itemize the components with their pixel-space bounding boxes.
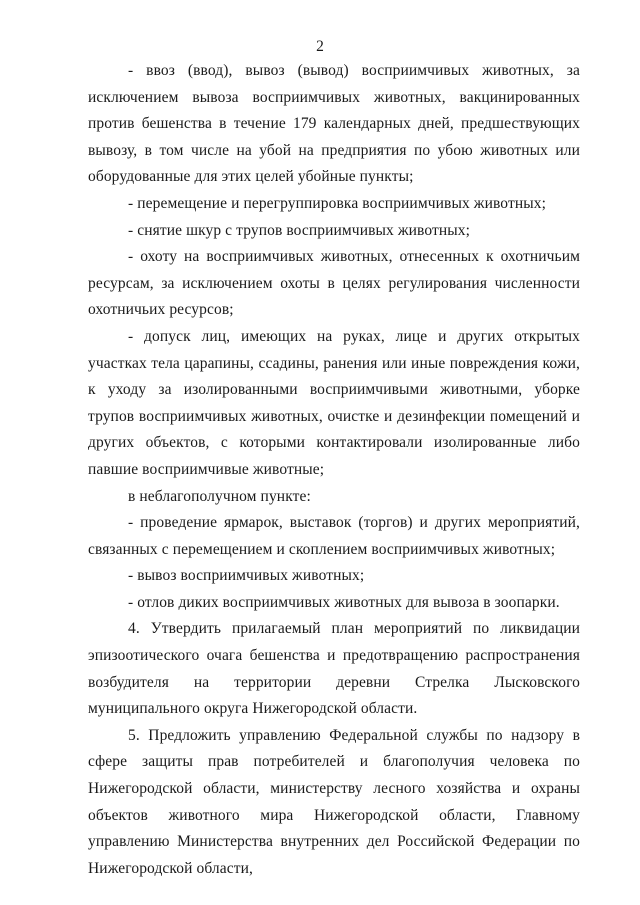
paragraph-relocation-ban: - перемещение и перегруппировка восприимчивых животных; — [128, 194, 546, 212]
paragraph-item-5: 5. Предложить управлению Федеральной службы по надзору в сфере защиты прав потребителей и благополучия человека по Нижегородской области, министерству лесного хозяйства и охраны объектов животного мира Нижегородской области, Главному управлению Министерства внутренних дел Российской Федерации по Нижегородской области, — [88, 726, 580, 877]
paragraph-item-4: 4. Утвердить прилагаемый план мероприятий по ликвидации эпизоотического очага бешенства и предотвращению распространения возбудителя на территории деревни Стрелка Лысковского муниципального округа Нижегородской области. — [88, 620, 580, 718]
paragraph-hunting-ban: - охоту на восприимчивых животных, отнесенных к охотничьим ресурсам, за исключением охоты в целях регулирования численности охотничьих ресурсов; — [88, 248, 580, 319]
paragraph-export-ban: - вывоз восприимчивых животных; — [128, 567, 365, 585]
paragraph-skinning-ban: - снятие шкур с трупов восприимчивых животных; — [128, 221, 471, 239]
paragraph-unfavorable-point-heading: в неблагополучном пункте: — [128, 487, 311, 505]
paragraph-wild-animals-ban: - отлов диких восприимчивых животных для вывоза в зоопарки. — [128, 593, 560, 611]
paragraph-fairs-ban: - проведение ярмарок, выставок (торгов) и других мероприятий, связанных с перемещением и скоплением восприимчивых животных; — [88, 514, 580, 558]
paragraph-injured-persons-ban: - допуск лиц, имеющих на руках, лице и других открытых участках тела царапины, ссадины, ранения или иные повреждения кожи, к уходу за изолированными восприимчивыми животными, уборке трупов восприимчивых животных, очистке и дезинфекции помещений и других объектов, с которыми контактировали изолированные либо павшие восприимчивые животные; — [88, 327, 580, 478]
document-body — [88, 58, 580, 882]
page-number: 2 — [316, 38, 324, 55]
paragraph-import-export-ban: - ввоз (ввод), вывоз (вывод) восприимчивых животных, за исключением вывоза восприимчивых животных, вакцинированных против бешенства в течение 179 календарных дней, предшествующих вывозу, в том числе на убой на предприятия по убою животных или оборудованные для этих целей убойные пункты; — [88, 62, 580, 186]
